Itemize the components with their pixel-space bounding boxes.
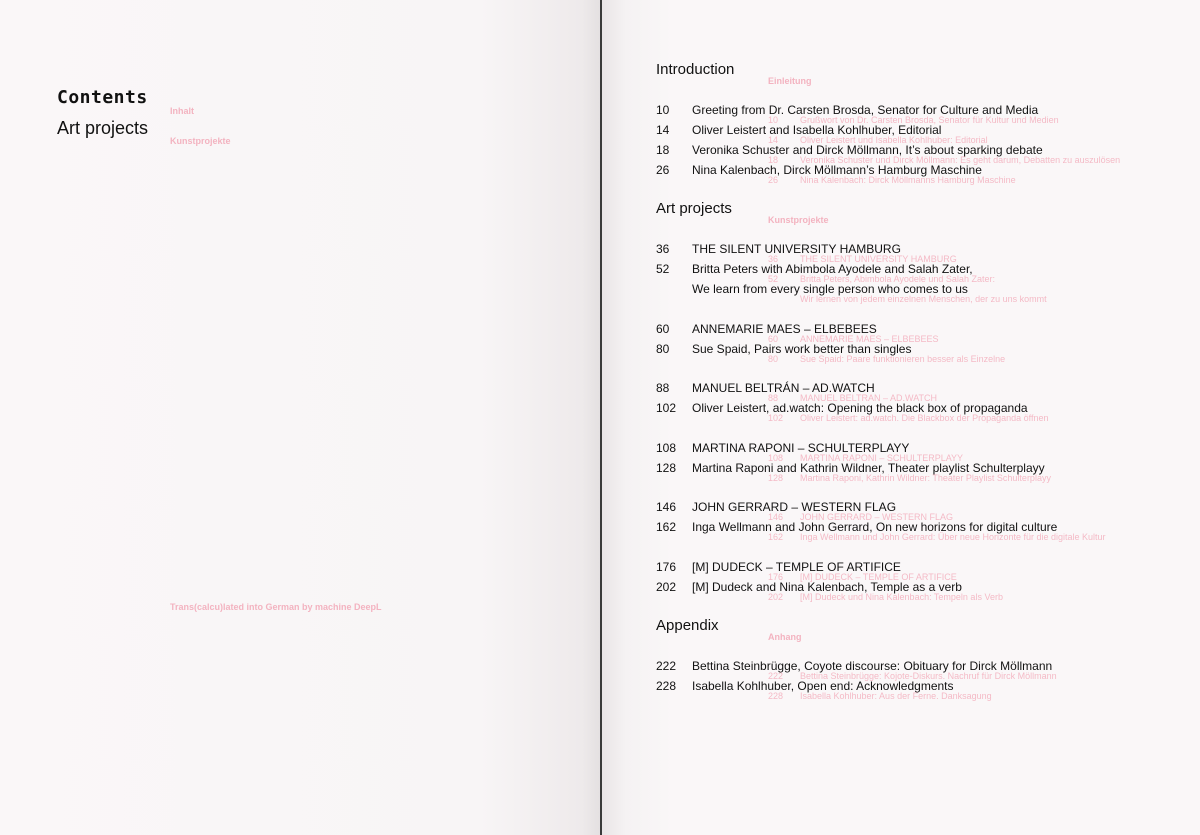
toc-page-number: 26	[656, 163, 670, 177]
toc-entry-title-de: Nina Kalenbach: Dirck Möllmanns Hamburg Maschine	[800, 175, 1016, 185]
toc-entry-title-de: ANNEMARIE MAES – ELBEBEES	[800, 334, 939, 344]
section-title-introduction: Introduction	[656, 61, 735, 78]
toc-page-number-de: 52	[768, 274, 779, 284]
toc-entry-title: Britta Peters with Abimbola Ayodele and Salah Zater,	[692, 262, 973, 276]
toc-entry-title: MARTINA RAPONI – SCHULTERPLAYY	[692, 441, 910, 455]
art-projects-heading-de: Kunstprojekte	[170, 136, 231, 146]
right-page	[602, 0, 1200, 835]
toc-entry-title-de: MARTINA RAPONI – SCHULTERPLAYY	[800, 453, 964, 463]
toc-page-number-de: 36	[768, 254, 779, 264]
toc-entry-title-de: Martina Raponi, Kathrin Wildner: Theater Playlist Schulterplayy	[800, 473, 1051, 483]
toc-page-number: 228	[656, 679, 677, 693]
toc-entry-de	[768, 274, 1188, 286]
toc-page-number-de: 14	[768, 135, 779, 145]
toc-entry-title: [M] Dudeck and Nina Kalenbach, Temple as a verb	[692, 580, 962, 594]
toc-entry-title: Martina Raponi and Kathrin Wildner, Theater playlist Schulterplayy	[692, 461, 1045, 475]
toc-page-number-de: 228	[768, 691, 784, 701]
toc-entry-title-de: Sue Spaid: Paare funktionieren besser als Einzelne	[800, 354, 1006, 364]
toc-entry-title-de: [M] DUDECK – TEMPLE OF ARTIFICE	[800, 572, 957, 582]
toc-entry-title: Sue Spaid, Pairs work better than singles	[692, 342, 912, 356]
toc-entry-title: Isabella Kohlhuber, Open end: Acknowledgments	[692, 679, 954, 693]
contents-heading: Contents	[57, 87, 148, 108]
toc-entry-title: Oliver Leistert and Isabella Kohlhuber, Editorial	[692, 123, 942, 137]
toc-entry-title: JOHN GERRARD – WESTERN FLAG	[692, 500, 897, 514]
toc-page-number-de: 202	[768, 592, 784, 602]
toc-page-number-de: 10	[768, 115, 779, 125]
toc-entry-title-de: Britta Peters, Abimbola Ayodele und Salah Zater:	[800, 274, 995, 284]
toc-entry-de-continued	[768, 294, 1188, 306]
art-projects-heading: Art projects	[57, 118, 149, 138]
toc-entry-de	[768, 473, 1188, 485]
toc-entry-title-de: Wir lernen von jedem einzelnen Menschen, der zu uns kommt	[800, 294, 1047, 304]
toc-entry-title-de: Isabella Kohlhuber: Aus der Ferne. Danksagung	[800, 691, 992, 701]
toc-page-number-de: 102	[768, 413, 784, 423]
toc-page-number-de: 26	[768, 175, 779, 185]
toc-page-number: 162	[656, 520, 677, 534]
toc-entry-title-de: Bettina Steinbrügge: Kojote-Diskurs. Nachruf für Dirck Möllmann	[800, 671, 1057, 681]
section-title-introduction-de: Einleitung	[768, 76, 812, 86]
toc-entry-title: Greeting from Dr. Carsten Brosda, Senator for Culture and Media	[692, 103, 1039, 117]
toc-entry-title-de: Grußwort von Dr. Carsten Brosda, Senator für Kultur und Medien	[800, 115, 1059, 125]
toc-entry-title: Oliver Leistert, ad.watch: Opening the black box of propaganda	[692, 401, 1028, 415]
toc-entry-title: Bettina Steinbrügge, Coyote discourse: Obituary for Dirck Möllmann	[692, 659, 1053, 673]
toc-page-number-de: 80	[768, 354, 779, 364]
toc-entry-title: Nina Kalenbach, Dirck Möllmann’s Hamburg Maschine	[692, 163, 982, 177]
toc-page-number-de: 176	[768, 572, 784, 582]
toc-entry-title-de: [M] Dudeck und Nina Kalenbach: Tempeln als Verb	[800, 592, 1003, 602]
toc-entry-title-de: Oliver Leistert: ad.watch. Die Blackbox der Propaganda öffnen	[800, 413, 1049, 423]
toc-entry-de	[768, 175, 1188, 187]
toc-page-number-de: 146	[768, 512, 784, 522]
toc-entry-title-de: Veronika Schuster und Dirck Möllmann: Es geht darum, Debatten zu auszulösen	[800, 155, 1121, 165]
toc-entry-title-de: JOHN GERRARD – WESTERN FLAG	[800, 512, 954, 522]
toc-page-number: 52	[656, 262, 670, 276]
translation-note: Trans(calcu)lated into German by machine DeepL	[170, 602, 382, 612]
toc-page-number: 36	[656, 242, 670, 256]
toc-entry-de	[768, 592, 1188, 604]
toc-page-number: 108	[656, 441, 677, 455]
toc-page-number-de: 222	[768, 671, 784, 681]
toc-entry-title: We learn from every single person who comes to us	[692, 282, 968, 296]
toc-entry-title: MANUEL BELTRÁN – AD.WATCH	[692, 381, 875, 395]
toc-page-number-de: 18	[768, 155, 779, 165]
toc-entry-de	[768, 691, 1188, 703]
toc-page-number-de: 128	[768, 473, 784, 483]
toc-entry-title: Inga Wellmann and John Gerrard, On new horizons for digital culture	[692, 520, 1058, 534]
contents-heading-de: Inhalt	[170, 106, 194, 116]
toc-entry-title-de: MANUEL BELTRAN – AD.WATCH	[800, 393, 938, 403]
toc-entry-title-de: Inga Wellmann und John Gerrard: Über neue Horizonte für die digitale Kultur	[800, 532, 1106, 542]
toc-page-number: 18	[656, 143, 670, 157]
toc-entry-title-de: THE SILENT UNIVERSITY HAMBURG	[800, 254, 957, 264]
toc-page-number: 222	[656, 659, 677, 673]
toc-entry-de	[768, 413, 1188, 425]
toc-page-number-de: 60	[768, 334, 779, 344]
section-title-appendix-de: Anhang	[768, 632, 802, 642]
toc-page-number: 10	[656, 103, 670, 117]
toc-page-number: 202	[656, 580, 677, 594]
toc-entry-title: THE SILENT UNIVERSITY HAMBURG	[692, 242, 901, 256]
toc-page-number-de: 88	[768, 393, 779, 403]
toc-page-number: 88	[656, 381, 670, 395]
toc-page-number: 128	[656, 461, 677, 475]
section-title-appendix: Appendix	[656, 617, 719, 634]
toc-page-number: 102	[656, 401, 677, 415]
toc-entry-title: ANNEMARIE MAES – ELBEBEES	[692, 322, 877, 336]
toc-page-number: 146	[656, 500, 677, 514]
toc-entry-de	[768, 354, 1188, 366]
toc-page-number: 14	[656, 123, 670, 137]
toc-entry-title: Veronika Schuster and Dirck Möllmann, It’s about sparking debate	[692, 143, 1043, 157]
toc-page-number: 176	[656, 560, 677, 574]
toc-page-number: 80	[656, 342, 670, 356]
toc-page-number-de: 162	[768, 532, 784, 542]
toc-page-number: 60	[656, 322, 670, 336]
toc-entry-title: [M] DUDECK – TEMPLE OF ARTIFICE	[692, 560, 901, 574]
toc-page-number-de: 108	[768, 453, 784, 463]
toc-entry-title-de: Oliver Leistert und Isabella Kohlhuber: Editorial	[800, 135, 988, 145]
toc-entry-de	[768, 532, 1188, 544]
section-title-art-projects: Art projects	[656, 200, 732, 217]
section-title-art-projects-de: Kunstprojekte	[768, 215, 829, 225]
